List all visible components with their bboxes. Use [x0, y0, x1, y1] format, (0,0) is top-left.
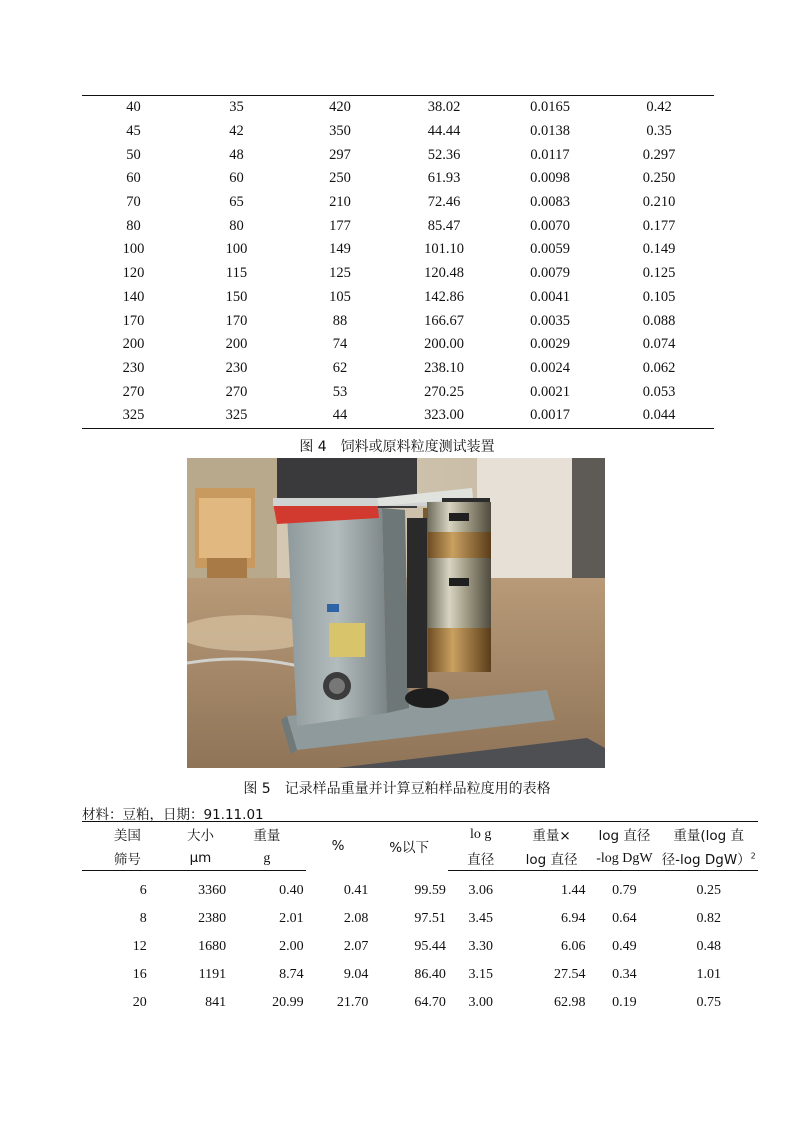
table-cell: 115 — [225, 265, 248, 282]
table-cell: 62 — [332, 359, 348, 376]
table-cell: 120.48 — [424, 265, 464, 282]
table-row — [82, 871, 758, 906]
table-cell: 350 — [329, 123, 351, 140]
table-cell: 270 — [122, 383, 145, 400]
table-cell: 142.86 — [424, 288, 464, 305]
table-row — [82, 167, 714, 191]
col-header-log-minus-dgw: log 直径 — [589, 822, 659, 847]
table-cell: 45 — [126, 123, 141, 140]
col-subheader-diameter: 直径 — [448, 846, 514, 871]
table-cell: 53 — [332, 383, 348, 400]
table-cell: 297 — [329, 146, 351, 163]
table-cell: 3.30 — [468, 939, 493, 954]
table-cell: 0.64 — [612, 911, 637, 926]
table-cell: 0.149 — [642, 241, 676, 258]
col-header-weight: 重量 — [228, 822, 305, 847]
table-row — [82, 961, 758, 989]
table-cell: 70 — [126, 194, 141, 211]
table-cell: 2.07 — [343, 939, 369, 954]
table-cell: 0.0021 — [530, 383, 570, 400]
table-cell: 0.0059 — [530, 241, 570, 258]
table-cell: 48 — [229, 146, 244, 163]
table-cell: 44 — [288, 404, 392, 428]
table-cell: 0.250 — [642, 170, 676, 187]
table-row — [82, 933, 758, 961]
table-cell: 210 — [329, 194, 351, 211]
table-cell: 2.00 — [279, 939, 304, 954]
table-cell: 270 — [225, 383, 248, 400]
table-cell: 149 — [329, 241, 351, 258]
table-cell: 12 — [132, 939, 147, 954]
table-cell: 3360 — [198, 883, 227, 898]
table-cell: 0.25 — [696, 883, 721, 898]
table-cell: 270.25 — [424, 383, 464, 400]
col-subheader-log-diameter: log 直径 — [514, 846, 590, 871]
table-cell: 38.02 — [392, 96, 496, 120]
table-cell: 65 — [229, 194, 244, 211]
table-row — [82, 989, 758, 1017]
table-cell: 200.00 — [424, 336, 464, 353]
col-header-percent: % — [306, 822, 371, 871]
table-cell: 0.41 — [343, 882, 369, 898]
table-cell: 0.0029 — [530, 336, 570, 353]
col-header-percent-below: %以下 — [370, 822, 447, 871]
table-cell: 2.01 — [279, 911, 304, 926]
header-row-top — [82, 822, 758, 847]
table-cell: 85.47 — [427, 217, 461, 234]
table-cell: 61.93 — [427, 170, 461, 187]
table-cell: 0.0024 — [530, 359, 570, 376]
table-cell: 0.0117 — [530, 146, 570, 163]
table-cell: 1.44 — [560, 883, 586, 898]
figure-4-caption: 图 4 饲料或原料粒度测试装置 — [299, 439, 495, 455]
table-cell: 105 — [329, 288, 351, 305]
table-cell: 8 — [139, 911, 147, 926]
table-cell: 44.44 — [427, 123, 461, 140]
table-cell: 250 — [329, 170, 351, 187]
col-header-weighted-squared: 重量(log 直 — [659, 822, 758, 847]
table-row — [82, 309, 714, 333]
table-cell: 0.0035 — [530, 312, 570, 329]
table-cell: 200 — [122, 336, 145, 353]
table-row — [82, 286, 714, 310]
table-cell: 0.0041 — [530, 288, 570, 305]
table-cell: 101.10 — [424, 241, 464, 258]
table-cell: 325 — [185, 404, 288, 428]
table-cell: 50 — [126, 146, 141, 163]
table-cell: 0.0083 — [530, 194, 570, 211]
table-cell: 0.42 — [604, 96, 714, 120]
col-header-log-diameter: lo g — [448, 822, 514, 847]
col-header-weight-x-log: 重量× — [514, 822, 590, 847]
table-cell: 80 — [126, 217, 141, 234]
table-row — [82, 357, 714, 381]
table-cell: 0.49 — [612, 939, 637, 954]
superscript-two: 2 — [750, 851, 756, 861]
col-header-size: 大小 — [173, 822, 228, 847]
table-cell: 6.06 — [560, 939, 586, 954]
table-cell: 72.46 — [427, 194, 461, 211]
table-cell: 120 — [122, 265, 145, 282]
table-cell: 0.40 — [279, 883, 304, 898]
table-cell: 841 — [205, 995, 227, 1010]
table-cell: 3.15 — [468, 967, 493, 982]
table-row — [82, 905, 758, 933]
table-cell: 86.40 — [414, 967, 446, 982]
table-cell: 0.177 — [642, 217, 676, 234]
table-cell: 99.59 — [414, 882, 446, 898]
table-row — [82, 380, 714, 404]
table-row — [82, 143, 714, 167]
table-cell: 0.0079 — [530, 265, 570, 282]
table-row — [82, 191, 714, 215]
table-cell: 170 — [122, 312, 145, 329]
table-cell: 0.053 — [642, 383, 676, 400]
table-cell: 0.0165 — [496, 96, 604, 120]
table-cell: 150 — [225, 288, 248, 305]
table-row — [82, 214, 714, 238]
col-subheader-unit-g: g — [228, 846, 305, 871]
table-cell: 238.10 — [424, 359, 464, 376]
table-cell: 74 — [332, 336, 348, 353]
table-cell: 8.74 — [279, 967, 304, 982]
table-cell: 35 — [185, 96, 288, 120]
table-cell: 125 — [329, 265, 351, 282]
table-row — [82, 120, 714, 144]
table-cell: 0.19 — [612, 995, 637, 1010]
table-cell: 0.088 — [642, 312, 676, 329]
table-cell: 100 — [225, 241, 248, 258]
table-row — [82, 96, 714, 120]
table-cell: 3.00 — [468, 995, 493, 1010]
table-cell: 80 — [229, 217, 244, 234]
particle-size-record-table — [82, 821, 758, 1017]
table-cell: 1191 — [198, 967, 227, 982]
table-cell: 140 — [122, 288, 145, 305]
table-cell: 420 — [288, 96, 392, 120]
table-cell: 6 — [139, 883, 147, 898]
sieve-shaker-photo — [187, 458, 605, 768]
col-subheader-sieve-no: 筛号 — [82, 846, 173, 871]
table-cell: 95.44 — [414, 939, 446, 954]
table-cell: 64.70 — [414, 995, 446, 1010]
table-cell: 0.074 — [642, 336, 676, 353]
col-subheader-log-dgw-squared: 径-log DgW）$^2$ — [659, 846, 758, 871]
table-cell: 0.0070 — [530, 217, 570, 234]
col-subheader-unit-um: μm — [173, 846, 228, 871]
table-cell: 2.08 — [343, 911, 369, 926]
table-cell: 16 — [132, 967, 147, 982]
table-cell: 0.125 — [642, 265, 676, 282]
table-cell: 20.99 — [272, 995, 304, 1010]
table-cell: 0.297 — [642, 146, 676, 163]
table-cell: 21.70 — [336, 995, 369, 1010]
table-cell: 166.67 — [424, 312, 464, 329]
table-cell: 1.01 — [696, 967, 721, 982]
table-cell: 0.82 — [696, 911, 721, 926]
table-cell: 230 — [225, 359, 248, 376]
table-row — [82, 262, 714, 286]
table-cell: 97.51 — [414, 911, 446, 926]
table-cell: 100 — [122, 241, 145, 258]
sieve-size-table — [82, 95, 714, 429]
table-cell: 0.75 — [696, 995, 721, 1010]
table-cell: 0.105 — [642, 288, 676, 305]
col-header-sieve-no: 美国 — [82, 822, 173, 847]
table-cell: 40 — [82, 96, 185, 120]
table-cell: 42 — [229, 123, 244, 140]
table-row — [82, 238, 714, 262]
table-cell: 88 — [332, 312, 348, 329]
table-cell: 170 — [225, 312, 248, 329]
figure-5-caption: 图 5 记录样品重量并计算豆粕样品粒度用的表格 — [243, 781, 551, 797]
table-cell: 0.210 — [642, 194, 676, 211]
table-cell: 60 — [126, 170, 141, 187]
table-cell: 27.54 — [553, 967, 586, 982]
table-cell: 200 — [225, 336, 248, 353]
table-cell: 0.79 — [612, 883, 637, 898]
table-cell: 0.062 — [642, 359, 676, 376]
col-subheader-log-dgw: -log DgW — [589, 846, 659, 871]
table-cell: 9.04 — [343, 967, 369, 982]
table-cell: 0.48 — [696, 939, 721, 954]
table-cell: 0.34 — [612, 967, 637, 982]
material-date-line: 材料：豆粕，日期：91.11.01 — [82, 807, 264, 823]
table-cell: 60 — [229, 170, 244, 187]
table-cell: 20 — [132, 995, 147, 1010]
table-cell: 230 — [122, 359, 145, 376]
table-row — [82, 404, 714, 428]
table-cell: 52.36 — [427, 146, 461, 163]
table-cell: 323.00 — [392, 404, 496, 428]
table-cell: 325 — [82, 404, 185, 428]
table-cell: 1680 — [198, 939, 227, 954]
table-row — [82, 333, 714, 357]
table-cell: 0.0138 — [530, 123, 570, 140]
table-cell: 0.0017 — [496, 404, 604, 428]
table-cell: 3.45 — [468, 911, 493, 926]
table-cell: 0.0098 — [530, 170, 570, 187]
table-cell: 3.06 — [468, 883, 493, 898]
table-cell: 2380 — [198, 911, 227, 926]
table-cell: 0.35 — [646, 123, 672, 140]
table-cell: 62.98 — [553, 995, 586, 1010]
table-cell: 177 — [329, 217, 351, 234]
table-cell: 0.044 — [604, 404, 714, 428]
table-cell: 6.94 — [560, 911, 586, 926]
